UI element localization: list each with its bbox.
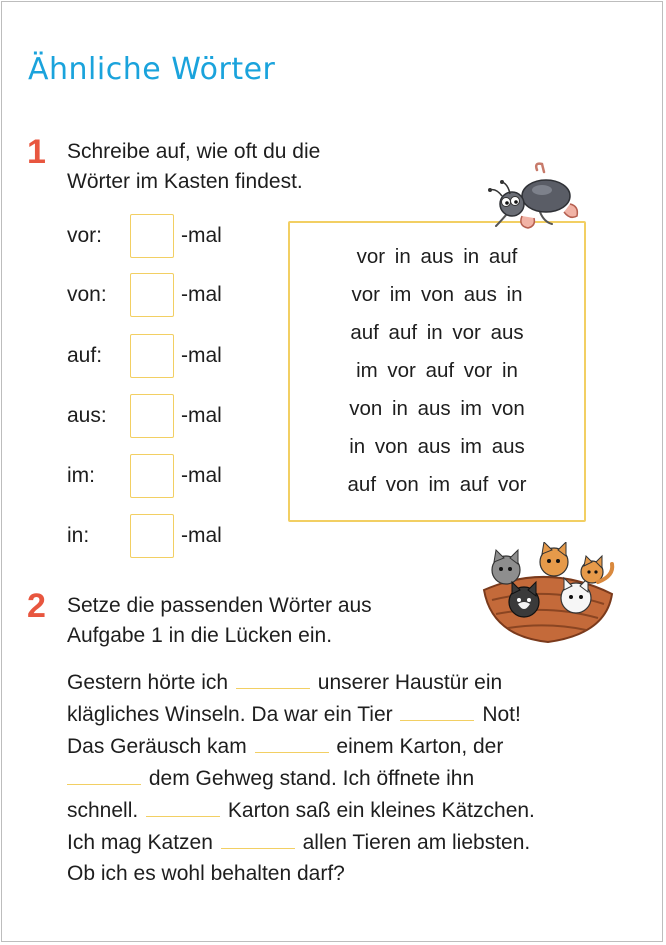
cloze-text: Gestern hörte ich	[67, 671, 229, 694]
count-suffix: -mal	[181, 524, 222, 547]
count-answer-box[interactable]	[130, 454, 174, 498]
spider-illustration-icon	[482, 160, 582, 232]
count-label: im:	[67, 464, 95, 487]
count-row-vor	[67, 214, 267, 260]
cloze-line	[67, 702, 521, 727]
count-suffix: -mal	[181, 224, 222, 247]
cloze-text: einem Karton, der	[336, 735, 504, 758]
word-box-line: in von aus im aus	[349, 435, 525, 458]
word-box-line: auf auf in vor aus	[350, 321, 524, 344]
cloze-gap[interactable]	[255, 734, 329, 753]
cloze-text: dem Gehweg stand. Ich öffnete ihn	[148, 767, 475, 790]
task-number-1: 1	[27, 133, 46, 171]
cloze-gap[interactable]	[400, 702, 474, 721]
task-number-2: 2	[27, 587, 46, 625]
cloze-text: Karton saß ein kleines Kätzchen.	[227, 799, 535, 822]
count-label: vor:	[67, 224, 103, 247]
task1-instruction-line2: Wörter im Kasten findest.	[67, 170, 303, 193]
cloze-gap[interactable]	[146, 798, 220, 817]
word-box	[288, 221, 586, 522]
task2-instruction-line1: Setze die passenden Wörter aus	[67, 594, 372, 617]
word-box-line: vor in aus in auf	[356, 245, 518, 268]
cloze-gap[interactable]	[236, 670, 310, 689]
cloze-gap[interactable]	[67, 766, 141, 785]
word-box-line: im vor auf vor in	[356, 359, 518, 382]
task2-instruction-line2: Aufgabe 1 in die Lücken ein.	[67, 624, 333, 647]
cloze-text: Das Geräusch kam	[67, 735, 247, 758]
count-answer-box[interactable]	[130, 394, 174, 438]
kittens-in-basket-icon	[478, 542, 618, 644]
count-row-auf	[67, 334, 267, 380]
count-answer-box[interactable]	[130, 273, 174, 317]
count-suffix: -mal	[181, 283, 222, 306]
cloze-line	[67, 670, 502, 695]
cloze-text: schnell.	[67, 799, 139, 822]
cloze-line	[67, 766, 474, 791]
count-row-aus	[67, 394, 267, 440]
count-suffix: -mal	[181, 404, 222, 427]
cloze-text: Ich mag Katzen	[67, 831, 213, 854]
page-title: Ähnliche Wörter	[28, 52, 276, 87]
word-box-line: auf von im auf vor	[347, 473, 527, 496]
cloze-text: allen Tieren am liebsten.	[302, 831, 531, 854]
count-suffix: -mal	[181, 464, 222, 487]
cloze-text: unserer Haustür ein	[317, 671, 503, 694]
cloze-line	[67, 734, 503, 759]
cloze-text: Not!	[482, 703, 521, 726]
count-row-in	[67, 514, 267, 560]
count-answer-box[interactable]	[130, 214, 174, 258]
count-label: auf:	[67, 344, 103, 367]
count-label: in:	[67, 524, 90, 547]
task1-instruction-line1: Schreibe auf, wie oft du die	[67, 140, 321, 163]
count-label: von:	[67, 283, 107, 306]
cloze-line	[67, 830, 530, 855]
cloze-text: Ob ich es wohl behalten darf?	[67, 862, 345, 885]
cloze-line	[67, 862, 345, 886]
word-box-line: von in aus im von	[349, 397, 525, 420]
count-row-im	[67, 454, 267, 500]
cloze-gap[interactable]	[221, 830, 295, 849]
count-row-von	[67, 273, 267, 319]
count-answer-box[interactable]	[130, 334, 174, 378]
count-suffix: -mal	[181, 344, 222, 367]
count-label: aus:	[67, 404, 107, 427]
word-box-line: vor im von aus in	[351, 283, 523, 306]
count-answer-box[interactable]	[130, 514, 174, 558]
cloze-line	[67, 798, 535, 823]
cloze-text: klägliches Winseln. Da war ein Tier	[67, 703, 393, 726]
